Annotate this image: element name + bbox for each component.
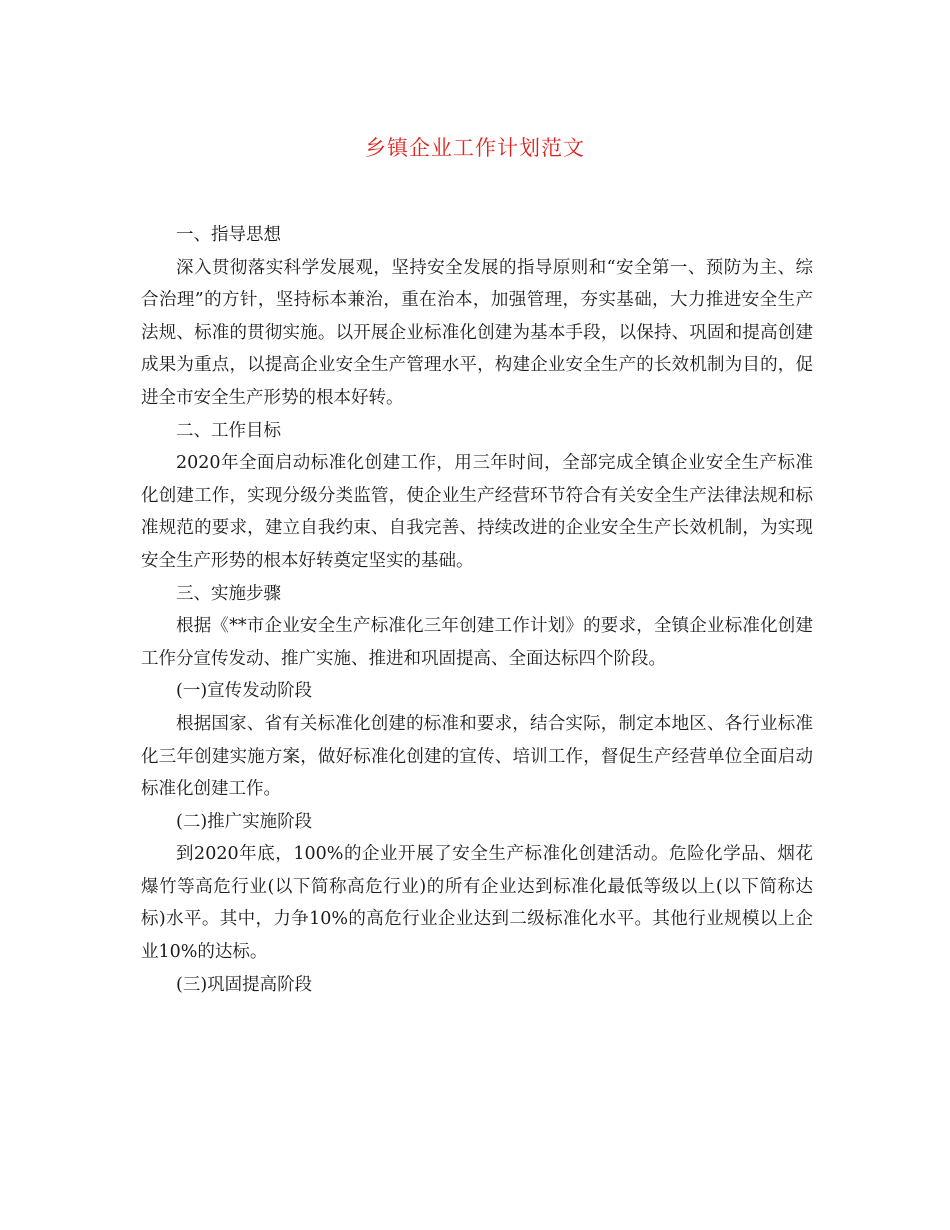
subheading-publicity-stage: (一)宣传发动阶段 [176,681,313,702]
paragraph-guiding-ideology: 深入贯彻落实科学发展观，坚持安全发展的指导原则和“安全第一、预防为主、综合治理”的方针，坚持标本兼治，重在治本，加强管理，夯实基础，大力推进安全生产法规、标准的贯彻实施。以开展企业标准化创建为基本手段，以保持、巩固和提高创建成果为重点，以提高企业安全生产管理水平，构建企业安全生产的长效机制为目的，促进全市安全生产形势的根本好转。 [141,257,813,408]
section-heading-work-goals: 二、工作目标 [176,420,281,441]
section-heading-implementation-steps: 三、实施步骤 [176,583,281,604]
paragraph-implementation-steps: 根据《**市企业安全生产标准化三年创建工作计划》的要求，全镇企业标准化创建工作分宣传发动、推广实施、推进和巩固提高、全面达标四个阶段。 [141,616,813,669]
section-heading-guiding-ideology: 一、指导思想 [176,225,281,245]
paragraph-work-goals: 2020年全面启动标准化创建工作，用三年时间，全部完成全镇企业安全生产标准化创建工作，实现分级分类监管，使企业生产经营环节符合有关安全生产法律法规和标准规范的要求，建立自我约束、自我完善、持续改进的企业安全生产长效机制，为实现安全生产形势的根本好转奠定坚实的基础。 [141,453,813,571]
subheading-promotion-stage: (二)推广实施阶段 [176,811,313,832]
document-body [141,219,813,1001]
paragraph-publicity-stage: 根据国家、省有关标准化创建的标准和要求，结合实际，制定本地区、各行业标准化三年创建实施方案，做好标准化创建的宣传、培训工作，督促生产经营单位全面启动标准化创建工作。 [141,713,813,800]
document-title: 乡镇企业工作计划范文 [365,136,585,160]
subheading-consolidation-stage: (三)巩固提高阶段 [176,974,313,995]
paragraph-promotion-stage: 到2020年底，100%的企业开展了安全生产标准化创建活动。危险化学品、烟花爆竹等高危行业(以下简称高危行业)的所有企业达到标准化最低等级以上(以下简称达标)水平。其中，力争10%的高危行业企业达到二级标准化水平。其他行业规模以上企业10%的达标。 [141,844,813,963]
